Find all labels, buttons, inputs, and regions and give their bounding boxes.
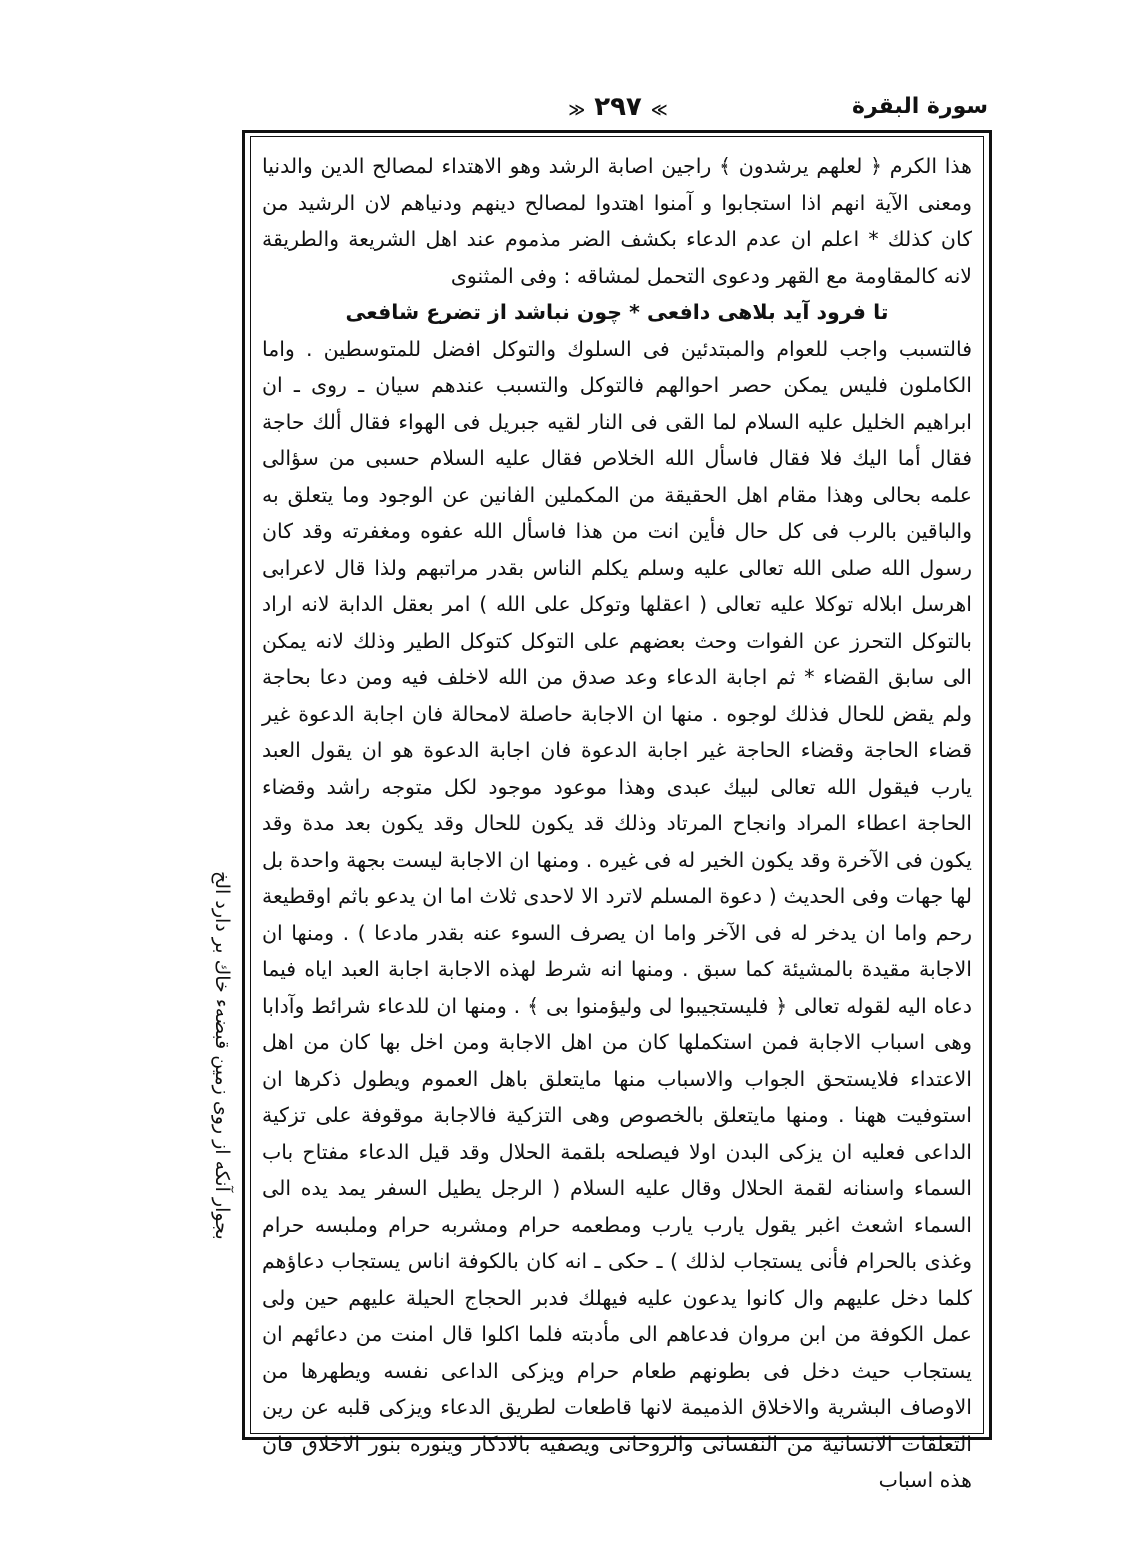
page-number: ٢٩٧	[594, 92, 642, 122]
poetry-verse: تا فرود آيد بلاهى دافعى * چون نباشد از تضرع شافعى	[345, 300, 889, 324]
paragraph: هذا الكرم ﴿ لعلهم يرشدون ﴾ راجين اصابة الرشد وهو الاهتداء لمصالح الدين والدنيا ومعنى الآية انهم اذا استجابوا و آمنوا اهتدوا لمصالح دينهم ودنياهم لان الرشيد من كان كذلك * اعلم ان عدم الدعاء بكشف الضر مذموم عند اهل الشريعة والطريقة لانه كالمقاومة مع القهر ودعوى التحمل لمشاقه : وفى المثنوى	[262, 154, 972, 288]
page-number-block	[568, 92, 667, 122]
surah-title: سورة البقرة	[851, 94, 988, 119]
paragraph: فالتسبب واجب للعوام والمبتدئين فى السلوك والتوكل افضل للمتوسطين . واما الكاملون فليس يمكن حصر احوالهم فالتوكل والتسبب عندهم سيان ـ روى ـ ان ابراهيم الخليل عليه السلام لما القى فى النار لقيه جبريل فى الهواء فقال ألك حاجة فقال أما اليك فلا فقال فاسأل الله الخلاص فقال عليه السلام حسبى من سؤالى علمه بحالى وهذا مقام اهل الحقيقة من المكملين الفانين عن الوجود وما يتعلق به والباقين بالرب فى كل حال فأين انت من هذا فاسأل الله عفوه ومغفرته وقد كان رسول الله صلى الله تعالى عليه وسلم يكلم الناس بقدر مراتبهم ولذا قال لاعرابى اهرسل ابلاله توكلا عليه تعالى ( اعقلها وتوكل على الله ) امر بعقل الدابة لانه اراد بالتوكل التحرز عن الفوات وحث بعضهم على التوكل كتوكل الطير وذلك لانه يمكن الى سابق القضاء * ثم اجابة الدعاء وعد صدق من الله لاخلف فيه ومن دعا بحاجة ولم يقض للحال فذلك لوجوه . منها ان الاجابة حاصلة لامحالة فان اجابة الدعوة غير قضاء الحاجة وقضاء الحاجة غير اجابة الدعوة فان اجابة الدعوة هو ان يقول العبد يارب فيقول الله تعالى لبيك عبدى وهذا موعود موجود لكل متوجه راشد وقضاء الحاجة اعطاء المراد وانجاح المرتاد وذلك قد يكون للحال وقد يكون بعد مدة وقد يكون فى الآخرة وقد يكون الخير له فى غيره . ومنها ان الاجابة ليست بجهة واحدة بل لها جهات وفى الحديث ( دعوة المسلم لاترد الا لاحدى ثلاث اما ان يدعو باثم اوقطيعة رحم واما ان يدخر له فى الآخر واما ان يصرف السوء عنه بقدر مادعا ) . ومنها ان الاجابة مقيدة بالمشيئة كما سبق . ومنها انه شرط لهذه الاجابة اجابة العبد اياه فيما دعاه اليه لقوله تعالى ﴿ فليستجيبوا لى وليؤمنوا بى ﴾ . ومنها ان للدعاء شرائط وآدابا وهى اسباب الاجابة فمن استكملها كان من اهل الاجابة ومن اخل بها كان من اهل الاعتداء فلايستحق الجواب والاسباب منها مايتعلق باهل العموم ويطول ذكرها ان استوفيت ههنا . ومنها مايتعلق بالخصوص وهى التزكية فالاجابة موقوفة على تزكية الداعى فعليه ان يزكى البدن اولا فيصلحه بلقمة الحلال وقد قيل الدعاء مفتاح باب السماء واسنانه لقمة الحلال وقال عليه السلام ( الرجل يطيل السفر يمد يده الى السماء اشعث اغبر يقول يارب يارب ومطعمه حرام ومشربه حرام وملبسه حرام وغذى بالحرام فأنى يستجاب لذلك ) ـ حكى ـ انه كان بالكوفة اناس يستجاب دعاؤهم كلما دخل عليهم وال كانوا يدعون عليه فيهلك فدبر الحجاج الحيلة عليهم حين ولى عمل الكوفة من ابن مروان فدعاهم الى مأدبته فلما اكلوا قال امنت من دعائهم ان يستجاب حيث دخل فى بطونهم طعام حرام ويزكى الداعى نفسه ويطهرها من الاوصاف البشرية والاخلاق الذميمة لانها قاطعات لطريق الدعاء ويزكى قلبه عن رين التعلقات الانسانية من النفسانى والروحانى ويصفيه بالاذكار وينوره بنور الاخلاق فان هذه اسباب	[262, 336, 972, 1492]
ornament-left-icon: ≫	[650, 100, 668, 119]
main-text	[262, 148, 972, 1492]
marginal-note-text: بجوار آنكه از روى زمين قبضهء خاك بر دارد الخ	[211, 871, 233, 1240]
ornament-right-icon: ≪	[568, 100, 586, 119]
marginal-note	[196, 180, 244, 1240]
page-header	[248, 92, 988, 126]
